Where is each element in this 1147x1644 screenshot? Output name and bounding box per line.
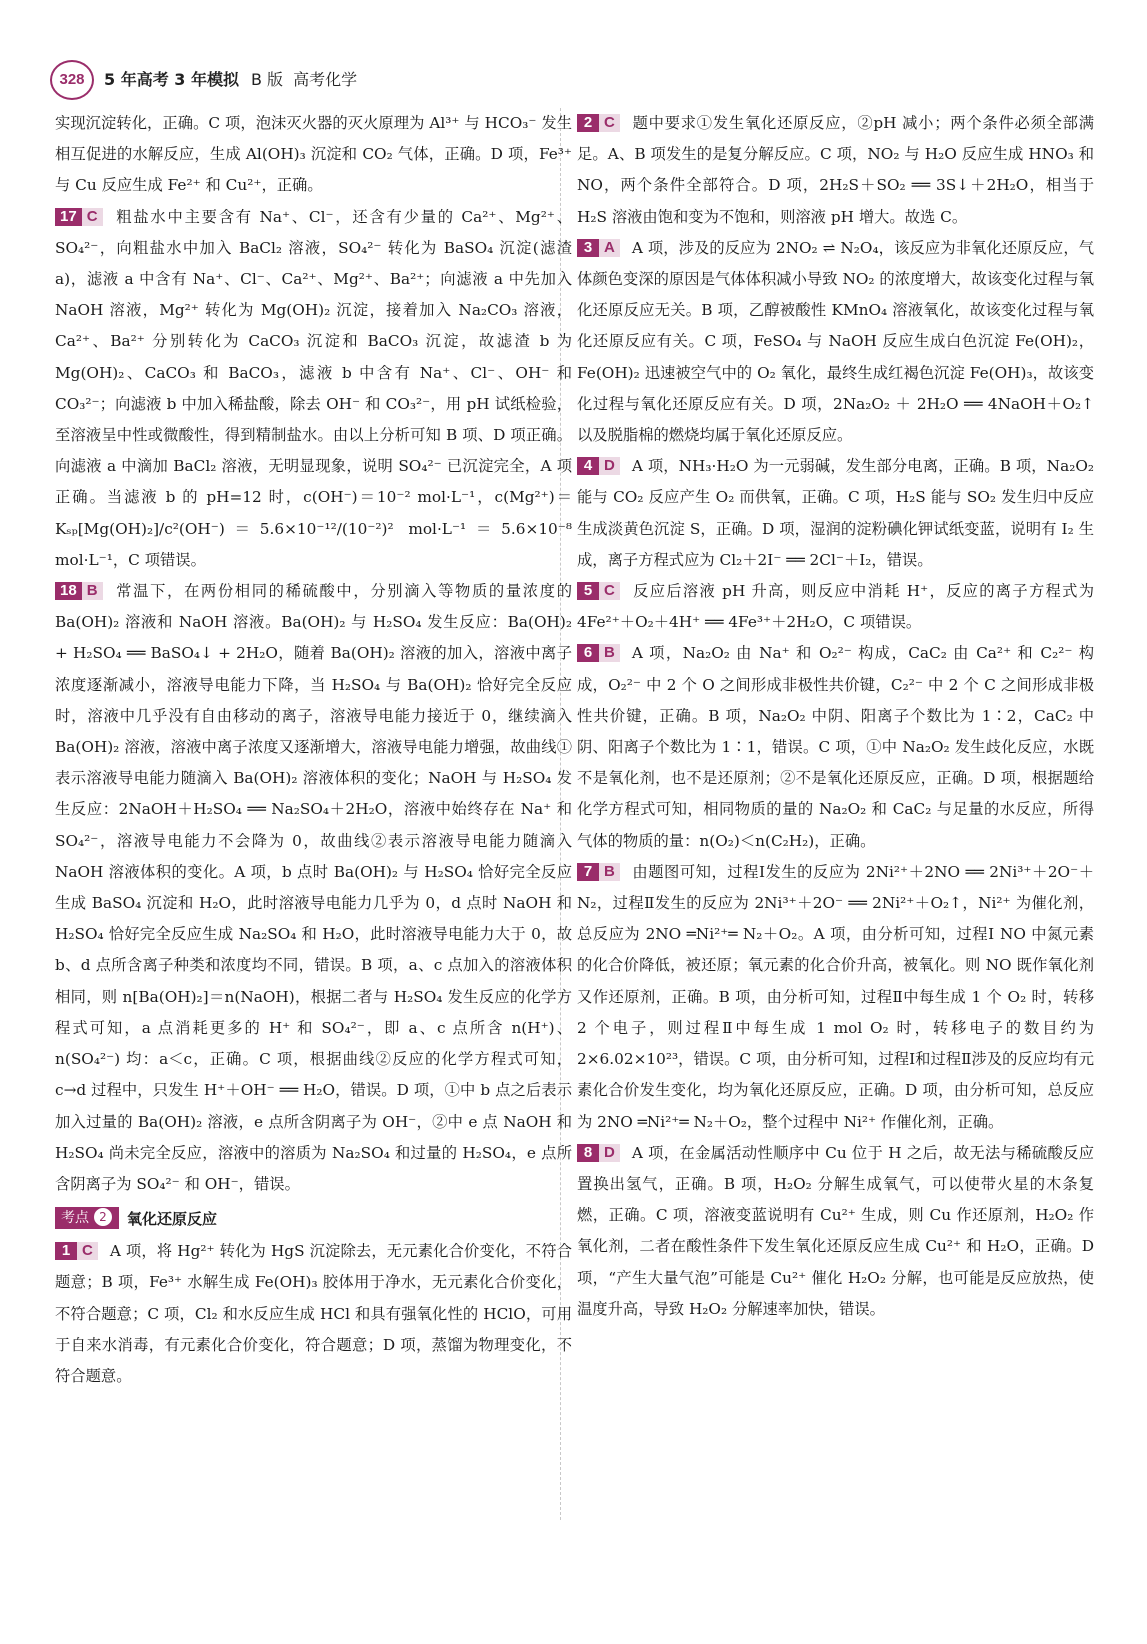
answer-letter: C <box>599 582 620 600</box>
question-number: 3 <box>577 239 599 257</box>
answer-badge <box>55 582 103 600</box>
answer-badge <box>577 582 620 600</box>
answer-paragraph <box>577 1138 1094 1325</box>
answer-letter: D <box>599 1144 620 1162</box>
answer-paragraph <box>55 1236 572 1392</box>
answer-badge <box>577 863 620 881</box>
answer-badge <box>577 457 620 475</box>
subject-label: 高考化学 <box>293 70 358 89</box>
answer-letter: C <box>599 114 620 132</box>
answer-paragraph <box>577 576 1094 638</box>
answer-badge <box>577 644 620 662</box>
book-title <box>104 67 357 90</box>
answer-paragraph <box>55 202 572 576</box>
answer-paragraph <box>577 233 1094 451</box>
answer-text: 实现沉淀转化，正确。C 项，泡沫灭火器的灭火原理为 Al³⁺ 与 HCO₃⁻ 发生相互促进的水解反应，生成 Al(OH)₃ 沉淀和 CO₂ 气体，正确。D 项，Fe³⁺ 与 Cu 反应生成 Fe²⁺ 和 Cu²⁺，正确。 <box>55 114 572 195</box>
answer-letter: D <box>599 457 620 475</box>
answer-text: 粗盐水中主要含有 Na⁺、Cl⁻，还含有少量的 Ca²⁺、Mg²⁺、SO₄²⁻，向粗盐水中加入 BaCl₂ 溶液，SO₄²⁻ 转化为 BaSO₄ 沉淀(滤渣 a)，滤液 a 中含有 Na⁺、Cl⁻、Ca²⁺、Mg²⁺、Ba²⁺；向滤液 a 中先加入 NaOH 溶液，Mg²⁺ 转化为 Mg(OH)₂ 沉淀，接着加入 Na₂CO₃ 溶液，Ca²⁺、Ba²⁺ 分别转化为 CaCO₃ 沉淀和 BaCO₃ 沉淀，故滤渣 b 为 Mg(OH)₂、CaCO₃ 和 BaCO₃，滤液 b 中含有 Na⁺、Cl⁻、OH⁻ 和 CO₃²⁻；向滤液 b 中加入稀盐酸，除去 OH⁻ 和 CO₃²⁻，用 pH 试纸检验，至溶液呈中性或微酸性，得到精制盐水。由以上分析可知 B 项、D 项正确。向滤液 a 中滴加 BaCl₂ 溶液，无明显现象，说明 SO₄²⁻ 已沉淀完全，A 项正确。当滤液 b 的 pH=12 时，c(OH⁻)＝10⁻² mol·L⁻¹，c(Mg²⁺)＝Kₛₚ[Mg(OH)₂]/c²(OH⁻)＝5.6×10⁻¹²/(10⁻²)² mol·L⁻¹＝5.6×10⁻⁸ mol·L⁻¹，C 项错误。 <box>55 207 572 569</box>
left-column <box>55 108 572 1392</box>
answer-text: A 项，在金属活动性顺序中 Cu 位于 H 之后，故无法与稀硫酸反应置换出氢气，正确。B 项，H₂O₂ 分解生成氧气，可以使带火星的木条复燃，正确。C 项，溶液变蓝说明有 Cu²⁺ 生成，则 Cu 作还原剂，H₂O₂ 作氧化剂，二者在酸性条件下发生氧化还原反应生成 Cu²⁺ 和 H₂O，正确。D 项，“产生大量气泡”可能是 Cu²⁺ 催化 H₂O₂ 分解，也可能是反应放热，使温度升高，导致 H₂O₂ 分解速率加快，错误。 <box>577 1143 1094 1318</box>
series-title: 5 年高考 3 年模拟 <box>104 70 239 89</box>
question-number: 18 <box>55 582 82 600</box>
question-number: 4 <box>577 457 599 475</box>
answer-paragraph <box>55 576 572 1200</box>
answer-paragraph <box>577 108 1094 233</box>
answer-text: A 项，将 Hg²⁺ 转化为 HgS 沉淀除去，无元素化合价变化，不符合题意；B 项，Fe³⁺ 水解生成 Fe(OH)₃ 胶体用于净水，无元素化合价变化，不符合题意；C 项，Cl₂ 和水反应生成 HCl 和具有强氧化性的 HClO，可用于自来水消毒，有元素化合价变化，符合题意；D 项，蒸馏为物理变化，不符合题意。 <box>55 1242 572 1385</box>
answer-text: A 项，涉及的反应为 2NO₂ ⇌ N₂O₄，该反应为非氧化还原反应，气体颜色变深的原因是气体体积减小导致 NO₂ 的浓度增大，故该变化过程与氧化还原反应无关。B 项，乙醇被酸性 KMnO₄ 溶液氧化，故该变化过程与氧化还原反应有关。C 项，FeSO₄ 与 NaOH 反应生成白色沉淀 Fe(OH)₂，Fe(OH)₂ 迅速被空气中的 O₂ 氧化，最终生成红褐色沉淀 Fe(OH)₃，故该变化过程与氧化还原反应有关。D 项，2Na₂O₂ ＋ 2H₂O ══ 4NaOH＋O₂↑以及脱脂棉的燃烧均属于氧化还原反应。 <box>577 238 1094 445</box>
section-title: 氧化还原反应 <box>127 1210 218 1229</box>
answer-letter: B <box>599 644 620 662</box>
answer-paragraph <box>55 108 572 202</box>
page-number: 328 <box>50 60 94 100</box>
answer-letter: A <box>599 239 620 257</box>
question-number: 2 <box>577 114 599 132</box>
answer-text: 题中要求①发生氧化还原反应，②pH 减小；两个条件必须全部满足。A、B 项发生的是复分解反应。C 项，NO₂ 与 H₂O 反应生成 HNO₃ 和 NO，两个条件全部符合。D 项，2H₂S＋SO₂ ══ 3S↓＋2H₂O，相当于 H₂S 溶液由饱和变为不饱和，则溶液 pH 增大。故选 C。 <box>577 114 1094 226</box>
answer-text: A 项，NH₃·H₂O 为一元弱碱，发生部分电离，正确。B 项，Na₂O₂ 能与 CO₂ 反应产生 O₂ 而供氧，正确。C 项，H₂S 能与 SO₂ 发生归中反应生成淡黄色沉淀 S，正确。D 项，湿润的淀粉碘化钾试纸变蓝，说明有 I₂ 生成，离子方程式应为 Cl₂＋2I⁻ ══ 2Cl⁻＋I₂，错误。 <box>577 457 1094 569</box>
answer-paragraph <box>577 638 1094 856</box>
section-tag <box>55 1207 119 1229</box>
answer-letter: B <box>82 582 103 600</box>
section-number: 2 <box>93 1207 113 1227</box>
page-header <box>50 60 1110 98</box>
question-number: 1 <box>55 1242 77 1260</box>
answer-badge <box>577 1331 609 1349</box>
question-number: 8 <box>577 1144 599 1162</box>
question-number: 5 <box>577 582 599 600</box>
answer-badge <box>55 208 103 226</box>
answer-letter: C <box>82 208 103 226</box>
section-tag-label: 考点 <box>61 1210 89 1227</box>
edition-label: B 版 <box>250 70 284 89</box>
answer-badge <box>55 1242 98 1260</box>
answer-text: 反应后溶液 pH 升高，则反应中消耗 H⁺，反应的离子方程式为 4Fe²⁺＋O₂＋4H⁺ ══ 4Fe³⁺＋2H₂O，C 项错误。 <box>577 582 1094 632</box>
answer-badge <box>577 239 620 257</box>
question-number: 7 <box>577 863 599 881</box>
answer-text: 由题图可知，过程Ⅰ发生的反应为 2Ni²⁺＋2NO ══ 2Ni³⁺＋2O⁻＋N₂，过程Ⅱ发生的反应为 2Ni³⁺＋2O⁻ ══ 2Ni²⁺＋O₂↑，Ni²⁺ 为催化剂，总反应为 2NO ═Ni²⁺═ N₂＋O₂。A 项，由分析可知，过程Ⅰ NO 中氮元素的化合价降低，被还原；氧元素的化合价升高，被氧化。则 NO 既作氧化剂又作还原剂，正确。B 项，由分析可知，过程Ⅱ中每生成 1 个 O₂ 时，转移 2 个电子，则过程Ⅱ中每生成 1 mol O₂ 时，转移电子的数目约为 2×6.02×10²³，错误。C 项，由分析可知，过程Ⅰ和过程Ⅱ涉及的反应均有元素化合价发生变化，均为氧化还原反应，正确。D 项，由分析可知，总反应为 2NO ═Ni²⁺═ N₂＋O₂，整个过程中 Ni²⁺ 作催化剂，正确。 <box>577 862 1094 1131</box>
answer-badge <box>577 1144 620 1162</box>
answer-paragraph <box>577 451 1094 576</box>
answer-text: A 项，Na₂O₂ 由 Na⁺ 和 O₂²⁻ 构成，CaC₂ 由 Ca²⁺ 和 C₂²⁻ 构成，O₂²⁻ 中 2 个 O 之间形成非极性共价键，C₂²⁻ 中 2 个 C 之间形成非极性共价键，正确。B 项，Na₂O₂ 中阴、阳离子个数比为 1∶2，CaC₂ 中阴、阳离子个数比为 1∶1，错误。C 项，①中 Na₂O₂ 发生歧化反应，水既不是氧化剂，也不是还原剂；②不是氧化还原反应，正确。D 项，根据题给化学方程式可知，相同物质的量的 Na₂O₂ 和 CaC₂ 与足量的水反应，所得气体的物质的量：n(O₂)＜n(C₂H₂)，正确。 <box>577 644 1094 850</box>
answer-letter: B <box>599 863 620 881</box>
answer-paragraph <box>577 857 1094 1138</box>
question-number: 17 <box>55 208 82 226</box>
answer-badge <box>577 114 620 132</box>
section-heading <box>55 1206 572 1232</box>
question-number: 6 <box>577 644 599 662</box>
right-column <box>577 108 1094 1356</box>
answer-paragraph <box>577 1325 1094 1356</box>
answer-letter: C <box>77 1242 98 1260</box>
answer-text: 常温下，在两份相同的稀硫酸中，分别滴入等物质的量浓度的 Ba(OH)₂ 溶液和 NaOH 溶液。Ba(OH)₂ 与 H₂SO₄ 发生反应：Ba(OH)₂ + H₂SO₄ ══ BaSO₄↓ + 2H₂O，随着 Ba(OH)₂ 溶液的加入，溶液中离子浓度逐渐减小，溶液导电能力下降，当 H₂SO₄ 与 Ba(OH)₂ 恰好完全反应时，溶液中几乎没有自由移动的离子，溶液导电能力接近于 0，继续滴入 Ba(OH)₂ 溶液，溶液中离子浓度又逐渐增大，溶液导电能力增强，故曲线①表示溶液导电能力随滴入 Ba(OH)₂ 溶液体积的变化；NaOH 与 H₂SO₄ 发生反应：2NaOH＋H₂SO₄ ══ Na₂SO₄＋2H₂O，溶液中始终存在 Na⁺ 和 SO₄²⁻，溶液导电能力不会降为 0，故曲线②表示溶液导电能力随滴入 NaOH 溶液体积的变化。A 项，b 点时 Ba(OH)₂ 与 H₂SO₄ 恰好完全反应生成 BaSO₄ 沉淀和 H₂O，此时溶液导电能力几乎为 0，d 点时 NaOH 和 H₂SO₄ 恰好完全反应生成 Na₂SO₄ 和 H₂O，此时溶液导电能力大于 0，故 b、d 点所含离子种类和浓度均不同，错误。B 项，a、c 点加入的溶液体积相同，则 n[Ba(OH)₂]＝n(NaOH)，根据二者与 H₂SO₄ 发生反应的化学方程式可知，a 点消耗更多的 H⁺ 和 SO₄²⁻，即 a、c 点所含 n(H⁺)、n(SO₄²⁻) 均：a＜c，正确。C 项，根据曲线②反应的化学方程式可知，c→d 过程中，只发生 H⁺＋OH⁻ ══ H₂O，错误。D 项，①中 b 点之后表示加入过量的 Ba(OH)₂ 溶液，e 点所含阴离子为 OH⁻，②中 e 点 NaOH 和 H₂SO₄ 尚未完全反应，溶液中的溶质为 Na₂SO₄ 和过量的 H₂SO₄，e 点所含阴离子为 SO₄²⁻ 和 OH⁻，错误。 <box>55 582 572 1193</box>
